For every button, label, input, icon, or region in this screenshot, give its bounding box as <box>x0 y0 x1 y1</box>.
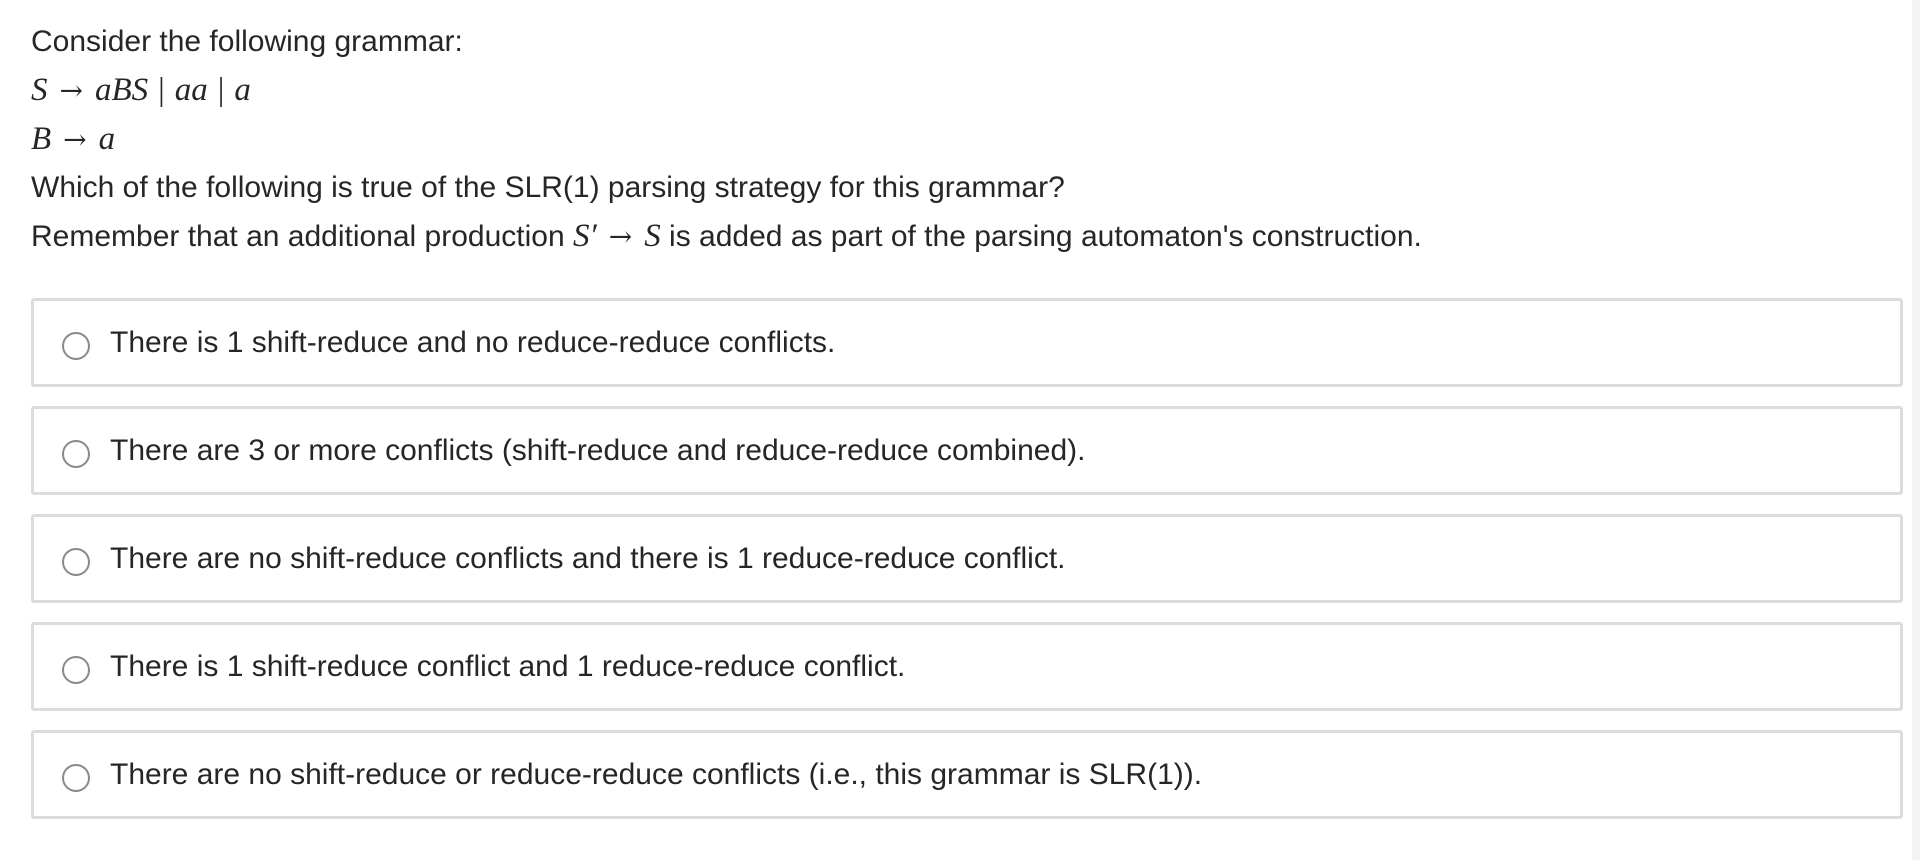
rule-s-alt3: a <box>234 72 251 108</box>
answer-option-4[interactable] <box>31 622 1903 711</box>
answer-option-label: There is 1 shift-reduce and no reduce-reduce conflicts. <box>110 325 836 359</box>
grammar-rule-b <box>31 115 1871 164</box>
radio-unchecked-icon[interactable] <box>62 440 90 468</box>
radio-unchecked-icon[interactable] <box>62 656 90 684</box>
answer-option-1[interactable] <box>31 298 1903 387</box>
answer-option-label: There are 3 or more conflicts (shift-reduce and reduce-reduce combined). <box>110 433 1086 467</box>
rule-s-sep2: | <box>217 72 225 108</box>
remember-math-rhs: S <box>644 218 661 254</box>
remember-text-before: Remember that an additional production <box>31 220 573 253</box>
remember-math-lhs: S′ <box>573 218 597 254</box>
radio-unchecked-icon[interactable] <box>62 548 90 576</box>
question-block <box>31 18 1871 261</box>
answer-option-5[interactable] <box>31 730 1903 819</box>
grammar-rule-s <box>31 66 1871 115</box>
remember-math-arrow: → <box>608 220 633 253</box>
rule-s-lhs: S <box>31 72 48 108</box>
answer-option-label: There is 1 shift-reduce conflict and 1 reduce-reduce conflict. <box>110 649 906 683</box>
rule-s-alt2: aa <box>174 72 208 108</box>
rule-s-arrow: → <box>59 74 83 107</box>
answer-option-2[interactable] <box>31 406 1903 495</box>
question-intro: Consider the following grammar: <box>31 25 463 58</box>
answer-option-label: There are no shift-reduce or reduce-reduce conflicts (i.e., this grammar is SLR(1)). <box>110 757 1203 791</box>
remember-math <box>573 218 661 254</box>
answer-options <box>31 298 1903 838</box>
rule-b-lhs: B <box>31 121 52 157</box>
question-prompt: Which of the following is true of the SLR(1) parsing strategy for this grammar? <box>31 171 1065 204</box>
page-edge <box>1912 0 1920 860</box>
rule-s-sep1: | <box>158 72 165 108</box>
radio-unchecked-icon[interactable] <box>62 764 90 792</box>
rule-b-arrow: → <box>63 123 87 156</box>
question-remember <box>31 212 1871 261</box>
answer-option-label: There are no shift-reduce conflicts and there is 1 reduce-reduce conflict. <box>110 541 1066 575</box>
rule-s-alt1: aBS <box>94 72 149 108</box>
answer-option-3[interactable] <box>31 514 1903 603</box>
radio-unchecked-icon[interactable] <box>62 332 90 360</box>
remember-text-after: is added as part of the parsing automaton's construction. <box>660 220 1422 253</box>
rule-b-rhs: a <box>98 121 116 157</box>
